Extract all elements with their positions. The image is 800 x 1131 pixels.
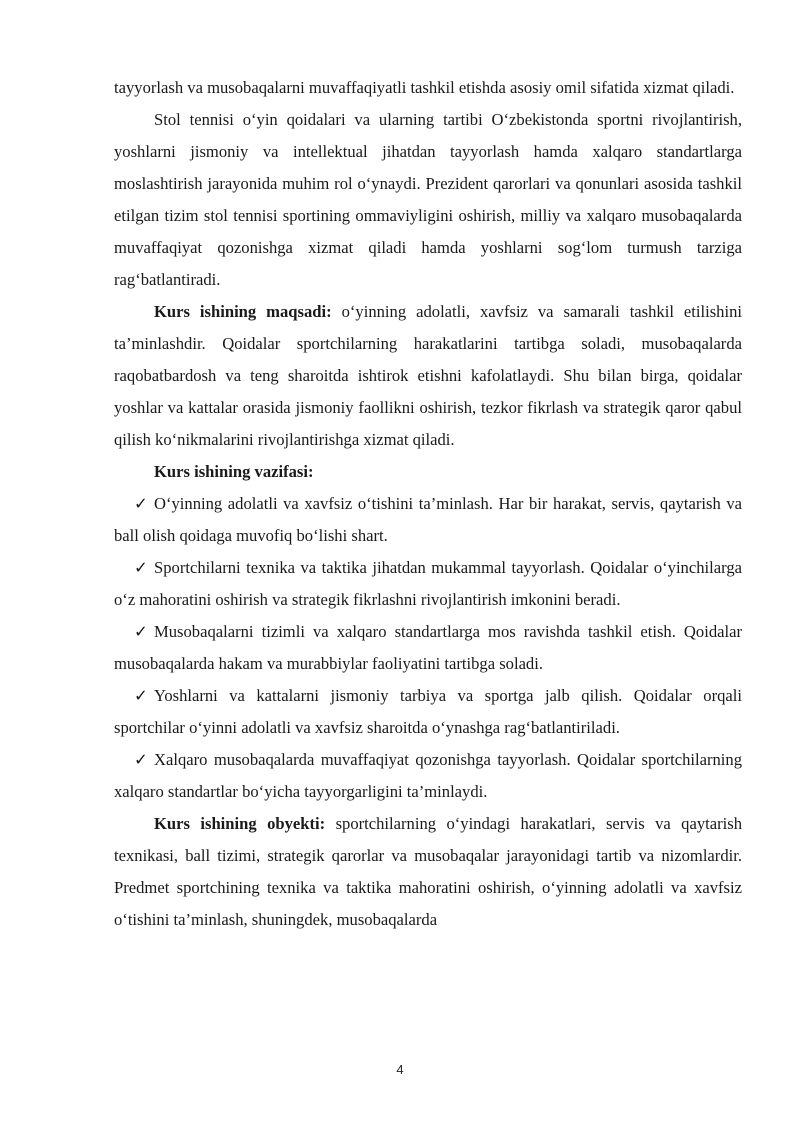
checkmark-icon: ✓ — [134, 686, 148, 705]
tasks-heading: Kurs ishining vazifasi: — [154, 462, 314, 481]
paragraph-continuation: tayyorlash va musobaqalarni muvaffaqiyatli tashkil etishda asosiy omil sifatida xizmat qiladi. — [114, 78, 735, 97]
checklist-item — [114, 552, 742, 616]
paragraph-intro: Stol tennisi o‘yin qoidalari va ularning tartibi O‘zbekistonda sportni rivojlantirish, yoshlarni jismoniy va intellektual jihatdan tayyorlash hamda xalqaro standartlarga moslashtirish jarayonida muhim rol o‘ynaydi. Prezident qarorlari va qonunlari asosida tashkil etilgan tizim stol tennisi sportining ommaviyligini oshirish, milliy va xalqaro musobaqalarda muvaffaqiyat qozonishga xizmat qiladi hamda yoshlarni sog‘lom turmush tarziga rag‘batlantiradi. — [114, 110, 742, 289]
checklist-item — [114, 488, 742, 552]
checklist-item — [114, 680, 742, 744]
checkmark-icon: ✓ — [134, 494, 148, 513]
checklist-item-text: Xalqaro musobaqalarda muvaffaqiyat qozonishga tayyorlash. Qoidalar sportchilarning xalqaro standartlar bo‘yicha tayyorgarligini ta’minlaydi. — [114, 750, 742, 801]
object-text: sportchilarning o‘yindagi harakatlari, servis va qaytarish texnikasi, ball tizimi, strategik qarorlar va musobaqalar jarayonidagi tartib va nizomlardir. Predmet sportchining texnika va taktika mahoratini oshirish, o‘yinning adolatli va xavfsiz o‘tishini ta’minlash, shuningdek, musobaqalarda — [114, 814, 743, 929]
checklist-item — [114, 616, 742, 680]
checklist-item-text: Yoshlarni va kattalarni jismoniy tarbiya va sportga jalb qilish. Qoidalar orqali sportchilar o‘yinni adolatli va xavfsiz sharoitda o‘ynashga rag‘batlantiriladi. — [114, 686, 742, 737]
checklist-item-text: Musobaqalarni tizimli va xalqaro standartlarga mos ravishda tashkil etish. Qoidalar musobaqalarda hakam va murabbiylar faoliyatini tartibga soladi. — [114, 622, 742, 673]
checkmark-icon: ✓ — [134, 558, 148, 577]
aim-label: Kurs ishining maqsadi: — [154, 302, 332, 321]
checklist-item-text: O‘yinning adolatli va xavfsiz o‘tishini ta’minlash. Har bir harakat, servis, qaytarish va ball olish qoidaga muvofiq bo‘lishi shart. — [114, 494, 742, 545]
checklist-item-text: Sportchilarni texnika va taktika jihatdan mukammal tayyorlash. Qoidalar o‘yinchilarga o‘z mahoratini oshirish va strategik fikrlashni rivojlantirish imkonini beradi. — [114, 558, 742, 609]
checklist-item — [114, 744, 742, 808]
paragraph-object — [114, 808, 742, 936]
aim-text: o‘yinning adolatli, xavfsiz va samarali tashkil etilishini ta’minlashdir. Qoidalar sportchilarning harakatlarini tartibga soladi, musobaqalarda raqobatbardosh va teng sharoitda ishtirok etishni kafolatlaydi. Shu bilan birga, qoidalar yoshlar va kattalar orasida jismoniy faollikni oshirish, tezkor fikrlash va strategik qaror qabul qilish ko‘nikmalarini rivojlantirishga xizmat qiladi. — [114, 302, 742, 449]
checkmark-icon: ✓ — [134, 750, 148, 769]
page-number: 4 — [396, 1062, 404, 1077]
paragraph-aim — [114, 296, 742, 456]
checkmark-icon: ✓ — [134, 622, 148, 641]
object-label: Kurs ishining obyekti: — [154, 814, 326, 833]
document-body — [114, 72, 742, 936]
